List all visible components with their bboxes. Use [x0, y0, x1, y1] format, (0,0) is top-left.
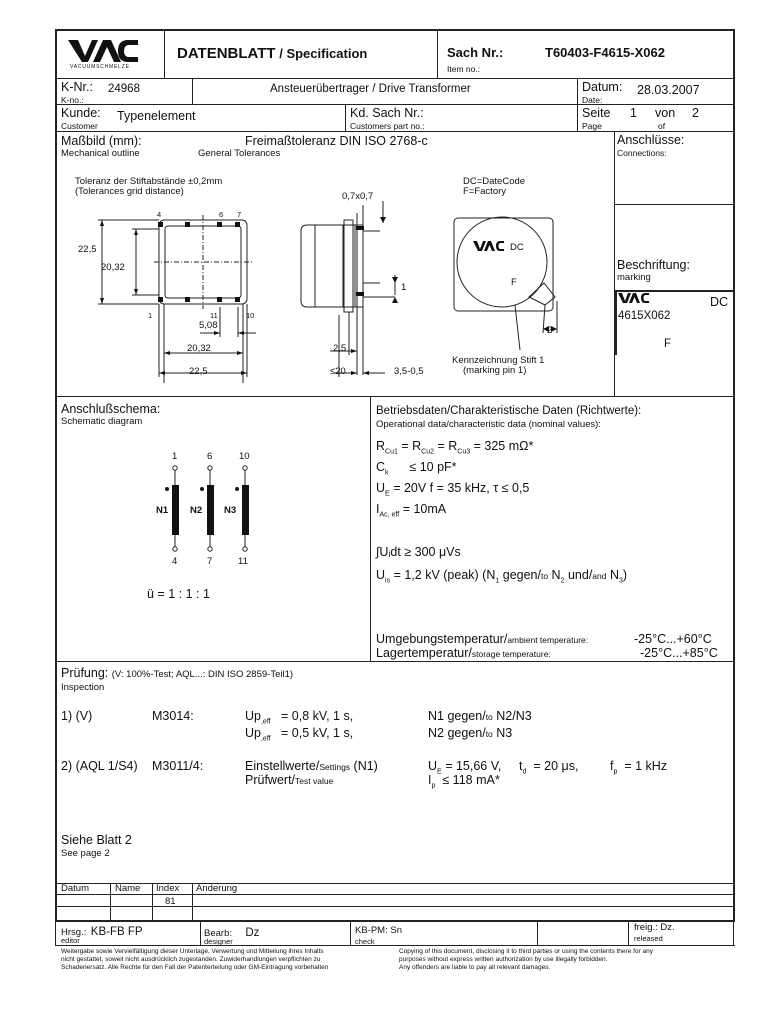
check-field: KB-PM: Sn [355, 925, 402, 936]
revision-header-datum: Datum [61, 883, 89, 894]
test-2-number: 2) (AQL 1/S4) [61, 759, 138, 773]
pin-top-6: 6 [207, 451, 213, 462]
dim-5-08: 5,08 [199, 320, 218, 331]
schematic-title-en: Schematic diagram [61, 416, 143, 427]
ambient-temperature-value: -25°C...+60°C [634, 632, 712, 646]
f-note: F=Factory [463, 186, 507, 197]
check-label: check [355, 937, 375, 946]
pin-top-1: 1 [172, 451, 178, 462]
test-2-code: M3011/4: [152, 759, 204, 773]
customers-part-label: Customers part no.: [350, 121, 425, 131]
side-view-drawing [295, 195, 435, 385]
knr-label: K-Nr.: [61, 80, 93, 94]
dim-22-5-vertical: 22,5 [78, 244, 97, 255]
top-view-f: F [511, 277, 517, 288]
marking-f: F [664, 338, 672, 350]
logo-subtext: VACUUMSCHMELZE [70, 64, 130, 70]
test-1-range-2: N2 gegen/to N3 [428, 726, 513, 740]
revision-index-value: 81 [165, 896, 176, 907]
kunde-label: Kunde: [61, 106, 101, 120]
page-number: 1 [630, 106, 637, 120]
marking-dc: DC [710, 295, 729, 309]
turns-ratio: ü = 1 : 1 : 1 [147, 587, 210, 601]
page-title: DATENBLATT / Specification [177, 45, 368, 62]
schematic-title: Anschlußschema: [61, 402, 161, 416]
storage-temperature-value: -25°C...+85°C [640, 646, 718, 660]
storage-temperature: Lagertemperatur/storage temperature: [376, 646, 551, 660]
test-2-voltage: $U_E = 15,66$ V, [428, 759, 502, 776]
marking-title-en: marking [617, 272, 651, 283]
pin-11-label: 11 [210, 311, 218, 320]
test-1-range-1: N1 gegen/to N2/N3 [428, 709, 532, 723]
inspection-title: Prüfung: (V: 100%-Test; AQL...: DIN ISO 2859-Teil1) [61, 666, 294, 680]
connections-title-en: Connections: [617, 148, 667, 158]
pin-6-label: 6 [219, 210, 224, 219]
of-label: of [658, 121, 666, 131]
operational-title: Betriebsdaten/Charakteristische Daten (Richtwerte): [376, 405, 642, 417]
kno-label: K-no.: [61, 95, 84, 105]
test-2-test-value: Prüfwert/Test value [245, 773, 334, 787]
kd-sach-label: Kd. Sach Nr.: [350, 106, 424, 120]
dim-20-32-vertical: 20,32 [101, 262, 125, 273]
test-1-code: M3014: [152, 709, 194, 723]
grid-tolerance: Toleranz der Stiftabstände ±0,2mm [75, 176, 223, 187]
schematic-diagram [160, 460, 260, 555]
ambient-temperature: Umgebungstemperatur/ambient temperature: [376, 632, 589, 646]
voltage-line: $U_E = 20V$ f = 35 kHz, τ ≤ 0,5 [376, 481, 530, 498]
revision-header-index: Index [156, 883, 180, 894]
item-no-label: Item no.: [447, 64, 481, 74]
winding-n2: N2 [190, 505, 203, 516]
editor-label: editor [61, 936, 80, 945]
pin-10-label: 10 [246, 311, 255, 320]
customer-label: Customer [61, 121, 98, 131]
designer-label: designer [204, 937, 233, 946]
datum-label: Datum: [582, 80, 623, 94]
marking-title: Beschriftung: [617, 258, 690, 272]
legal-notice-en: Copying of this document, disclosing it to third parties or using the contents there for any purposes without express written authorization by use illegally forbidden. Any offenders are liable to pay all relevant damages. [399, 948, 653, 971]
marking-pin-label: Kennzeichnung Stift 1 [452, 355, 545, 366]
winding-n3: N3 [224, 505, 237, 516]
revision-header-change: Änderung [196, 883, 238, 894]
capacitance-line: $C_k$ ≤ 10 pF* [376, 460, 457, 477]
dim-2-5: 2,5 [333, 343, 347, 354]
dc-note: DC=DateCode [463, 176, 526, 187]
tolerance-standard: Freimaßtoleranz DIN ISO 2768-c [245, 134, 428, 148]
dim-3-5: 3,5-0,5 [394, 366, 424, 377]
date-label: Date: [582, 95, 603, 105]
marking-pin-label-en: (marking pin 1) [463, 365, 527, 376]
pin-bottom-11: 11 [238, 556, 248, 567]
mech-title: Maßbild (mm): [61, 134, 142, 148]
page-total: 2 [692, 106, 699, 120]
dim-1: 1 [401, 282, 407, 293]
inspection-title-en: Inspection [61, 682, 105, 693]
page-label: Page [582, 121, 602, 131]
von-label: von [655, 106, 676, 120]
pin-bottom-7: 7 [207, 556, 213, 567]
marking-logo [618, 293, 650, 305]
volt-second-line: ∫Uᵢdt ≥ 300 μVs [376, 545, 461, 559]
top-view-drawing [445, 205, 575, 360]
datum-value: 28.03.2007 [637, 83, 700, 97]
pin-bottom-4: 4 [172, 556, 178, 567]
editor-field: Hrsg.: KB-FB FP [61, 926, 143, 938]
dim-20-32-horizontal: 20,32 [187, 343, 211, 354]
current-line: $I_{Ac, eff} = 10mA$ [376, 502, 447, 519]
isolation-line: $U_{is} = 1,2$ kV (peak) ($N_1$ gegen/to $N_2$ und/and $N_3$) [376, 568, 628, 585]
test-2-current: $I_p \le 118$ mA* [428, 773, 500, 790]
dim-2: 2 [547, 325, 553, 336]
revision-header-name: Name [115, 883, 141, 894]
resistance-line: $R_{Cu1} = R_{Cu2} = R_{Cu3} = 325$ mΩ* [376, 439, 534, 456]
product-name: Ansteuerübertrager / Drive Transformer [270, 83, 471, 95]
pin-1-label: 1 [148, 311, 153, 320]
test-2-settings: Einstellwerte/Settings (N1) [245, 759, 378, 773]
connections-title: Anschlüsse: [617, 133, 685, 147]
test-1-voltage-1: $Up_{,eff}$ = 0,8 kV, 1 s, [245, 709, 354, 726]
top-view-dc: DC [510, 242, 524, 253]
dim-22-5-horizontal: 22,5 [189, 366, 208, 377]
sach-label: Sach Nr.: [447, 45, 504, 60]
grid-tolerance-en: (Tolerances grid distance) [75, 186, 184, 197]
winding-n1: N1 [156, 505, 169, 516]
see-page-2-en: See page 2 [61, 848, 110, 859]
seite-label: Seite [582, 106, 611, 120]
released-label: released [634, 934, 663, 943]
dim-max-20: ≤20 [330, 366, 346, 377]
test-1-voltage-2: $Up_{,eff}$ = 0,5 kV, 1 s, [245, 726, 354, 743]
tolerance-standard-en: General Tolerances [198, 148, 281, 159]
pin-top-10: 10 [239, 451, 250, 462]
see-page-2: Siehe Blatt 2 [61, 833, 132, 847]
operational-title-en: Operational data/characteristic data (nominal values): [376, 419, 601, 430]
pin-4-label: 4 [157, 210, 162, 219]
test-1-number: 1) (V) [61, 709, 93, 723]
released-field: freig.: Dz. [634, 922, 675, 933]
marking-code: 4615X062 [618, 310, 671, 322]
test-2-frequency: $f_p = 1$ kHz [610, 759, 668, 776]
knr-value: 24968 [108, 83, 140, 95]
pin-7-label: 7 [237, 210, 242, 219]
designer-field: Bearb: Dz [204, 927, 260, 939]
sach-number: T60403-F4615-X062 [545, 45, 665, 60]
kunde-value: Typenelement [117, 109, 196, 123]
mech-title-en: Mechanical outline [61, 148, 140, 159]
legal-notice-de: Weitergabe sowie Vervielfältigung dieser Unterlage, Verwertung und Mitteilung ihres Inhalts nicht gestattet, soweit nicht ausdrücklich zugestanden. Zuwiderhandlungen verpflichten zu Schadenersatz. Alle Rechte für den Fall der Patenterteilung oder GM-Eintragung vorbehalten [61, 948, 329, 971]
test-2-pulse-width: $t_d = 20$ μs, [519, 759, 579, 776]
bottom-view-drawing [60, 205, 280, 385]
dim-pin-section: 0,7x0,7 [342, 191, 374, 202]
